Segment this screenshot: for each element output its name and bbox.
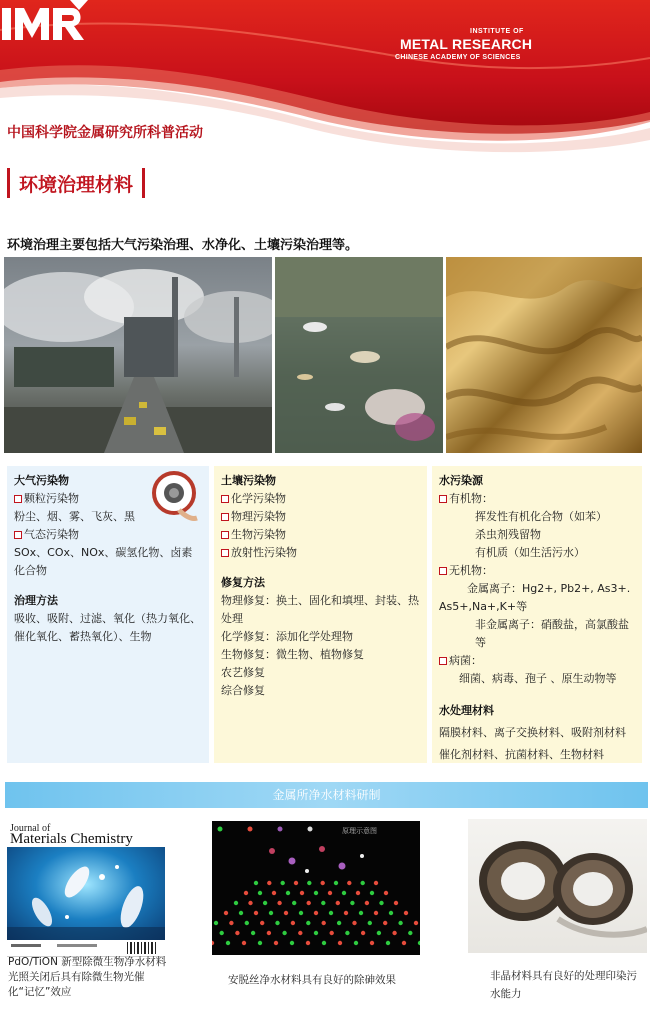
lattice-atom [277,901,281,905]
soil-repair-combined: 综合修复 [221,684,265,697]
lattice-atom [254,911,258,915]
lattice-atom [291,921,295,925]
water-pollution-photo [275,257,443,453]
title-right-bar [142,168,145,198]
journal-name-line1: Journal of [10,823,51,834]
journal-name-line2: Materials Chemistry [10,831,133,847]
water-material-title: 水处理材料 [439,704,494,717]
lattice-atom [254,881,258,885]
lattice-atom [368,921,372,925]
checkbox-icon [439,657,447,665]
lattice-atom [402,941,406,945]
lattice-atom [359,911,363,915]
water-inorganic-1: 金属离子：Hg2+, Pb2+, As3+. [467,582,631,595]
lattice-atom [322,941,326,945]
lattice-atom [245,921,249,925]
checkbox-icon [221,513,229,521]
lattice-atom [377,931,381,935]
lattice-atom [330,931,334,935]
water-pollution-box [432,466,642,763]
crystal-label: 原理示意图 [342,827,377,835]
lattice-atom [370,941,374,945]
lattice-atom [286,891,290,895]
lattice-atom [258,941,262,945]
air-item-gaseous: 气态污染物 [14,526,202,544]
lattice-atom [260,921,264,925]
lattice-atom [314,931,318,935]
soil-repair-physical: 物理修复：换土、固化和填埋、封装、热处理 [221,594,419,625]
checkbox-icon [439,495,447,503]
lattice-atom [347,881,351,885]
soil-item: 物理污染物 [221,508,420,526]
lattice-atom [300,891,304,895]
page-title: 环境治理材料 [19,173,134,196]
lattice-atom [361,931,365,935]
checkbox-icon [14,531,22,539]
lattice-atom [392,931,396,935]
intro-text: 环境治理主要包括大气污染治理、水净化、土壤污染治理等。 [7,238,359,253]
checkbox-icon [439,567,447,575]
lattice-atom [307,881,311,885]
water-inorganic-1b: As5+,Na+,K+等 [439,600,528,613]
water-organic-2: 杀虫剂残留物 [475,528,541,541]
checkbox-icon [221,495,229,503]
metal-research-text: METAL RESEARCH [400,36,533,52]
soil-repair-title: 修复方法 [221,576,265,589]
lattice-atom [321,881,325,885]
lattice-atom [374,911,378,915]
lattice-atom [394,901,398,905]
lattice-atom [251,931,255,935]
lattice-atom [398,921,402,925]
lattice-atom [370,891,374,895]
section-bar: 金属所净水材料研制 [5,782,648,808]
air-method-title: 治理方法 [14,594,58,607]
lattice-atom [244,891,248,895]
lattice-atom [234,901,238,905]
lattice-atom [361,881,365,885]
lattice-atom [374,881,378,885]
org-activity-title: 中国科学院金属研究所科普活动 [7,125,203,141]
imr-logo [0,0,90,46]
lattice-atom [408,931,412,935]
lattice-atom [299,911,303,915]
lattice-atom [321,901,325,905]
water-title: 水污染源 [439,474,483,487]
lattice-atom [336,901,340,905]
lattice-atom [212,941,214,945]
air-title: 大气污染物 [14,474,69,487]
lattice-atom [342,891,346,895]
lattice-atom [306,941,310,945]
lattice-atom [269,911,273,915]
soil-repair-agri: 农艺修复 [221,666,265,679]
lattice-atom [239,911,243,915]
lattice-atom [352,921,356,925]
lattice-atom [220,931,224,935]
checkbox-icon [14,495,22,503]
lattice-atom [306,921,310,925]
soil-desert-photo [446,257,642,453]
water-organic-1: 挥发性有机化合物（如苯） [475,510,607,523]
water-germs-1: 细菌、病毒、孢子 、原生动物等 [459,672,617,685]
water-material-1: 隔膜材料、离子交换材料、吸附剂材料 [439,726,626,739]
lattice-atom [389,911,393,915]
lattice-atom [229,921,233,925]
air-pollutants-box [7,466,209,763]
checkbox-icon [221,549,229,557]
lattice-atom [404,911,408,915]
gauge-hand-icon [149,468,199,523]
water-material-2: 催化剂材料、抗菌材料、生物材料 [439,748,604,761]
soil-item: 生物污染物 [221,526,420,544]
lattice-atom [354,941,358,945]
lattice-atom [242,941,246,945]
institute-of-text: INSTITUTE OF [470,28,524,35]
lattice-atom [294,881,298,885]
lattice-atom [214,921,218,925]
lattice-atom [337,921,341,925]
page-title-box [7,167,145,199]
lattice-atom [345,931,349,935]
soil-item: 化学污染物 [221,490,420,508]
lattice-atom [248,901,252,905]
caption-amorphous-material: 非晶材料具有良好的处理印染污水能力 [490,970,637,1000]
lattice-atom [224,911,228,915]
header-banner [0,0,650,160]
lattice-grid [212,881,420,945]
caption-pdo-tion: PdO/TiON 新型除微生物净水材料光照关闭后具有除微生物光催化“记忆”效应 [8,956,167,998]
lattice-atom [307,901,311,905]
water-germs: 病菌： [439,652,635,670]
lattice-atom [290,941,294,945]
lattice-atom [328,891,332,895]
lattice-atom [418,941,420,945]
soil-repair-chemical: 化学修复：添加化学处理物 [221,630,353,643]
soil-repair-biological: 生物修复：微生物、植物修复 [221,648,364,661]
checkbox-icon [221,531,229,539]
soil-pollutants-box [214,466,427,763]
soil-title: 土壤污染物 [221,474,276,487]
lattice-atom [281,881,285,885]
journal-cover-image [7,847,165,940]
lattice-atom [267,931,271,935]
air-item-particulate-desc: 粉尘、烟、雾、飞灰、黑 [14,510,135,523]
lattice-atom [275,921,279,925]
lattice-atom [365,901,369,905]
lattice-atom [379,901,383,905]
lattice-atom [284,911,288,915]
lattice-atom [414,921,418,925]
air-item-gaseous-desc: SOx、COx、NOx、碳氢化物、卤素化合物 [14,546,193,577]
lattice-atom [350,901,354,905]
lattice-atom [314,891,318,895]
lattice-atom [272,891,276,895]
water-inorganic-2: 非金属离子：硝酸盐，高氯酸盐等 [475,618,629,649]
water-inorganic: 无机物： [439,562,635,580]
lattice-atom [235,931,239,935]
lattice-atom [344,911,348,915]
water-organic: 有机物： [439,490,635,508]
lattice-atom [384,891,388,895]
lattice-atom [263,901,267,905]
caption-arsenic-removal: 安脱丝净水材料具有良好的除砷效果 [228,974,396,986]
lattice-atom [356,891,360,895]
air-pollution-photo [4,257,272,453]
soil-item: 放射性污染物 [221,544,420,562]
water-organic-3: 有机质（如生活污水） [475,546,585,559]
lattice-atom [334,881,338,885]
lattice-atom [292,901,296,905]
lattice-atom [282,931,286,935]
lattice-atom [258,891,262,895]
lattice-atom [383,921,387,925]
lattice-atom [314,911,318,915]
lattice-atom [386,941,390,945]
lattice-atom [226,941,230,945]
lattice-atom [322,921,326,925]
air-method-desc: 吸收、吸附、过滤、氧化（热力氧化、催化氧化、蓄热氧化）、生物 [14,612,201,643]
academy-text: CHINESE ACADEMY OF SCIENCES [395,54,521,61]
lattice-atom [329,911,333,915]
crystal-structure-image [212,821,420,955]
air-item-particulate: 颗粒污染物 [14,490,202,508]
lattice-atom [298,931,302,935]
amorphous-coils-image [468,819,647,953]
lattice-atom [267,881,271,885]
lattice-atom [338,941,342,945]
lattice-atom [274,941,278,945]
